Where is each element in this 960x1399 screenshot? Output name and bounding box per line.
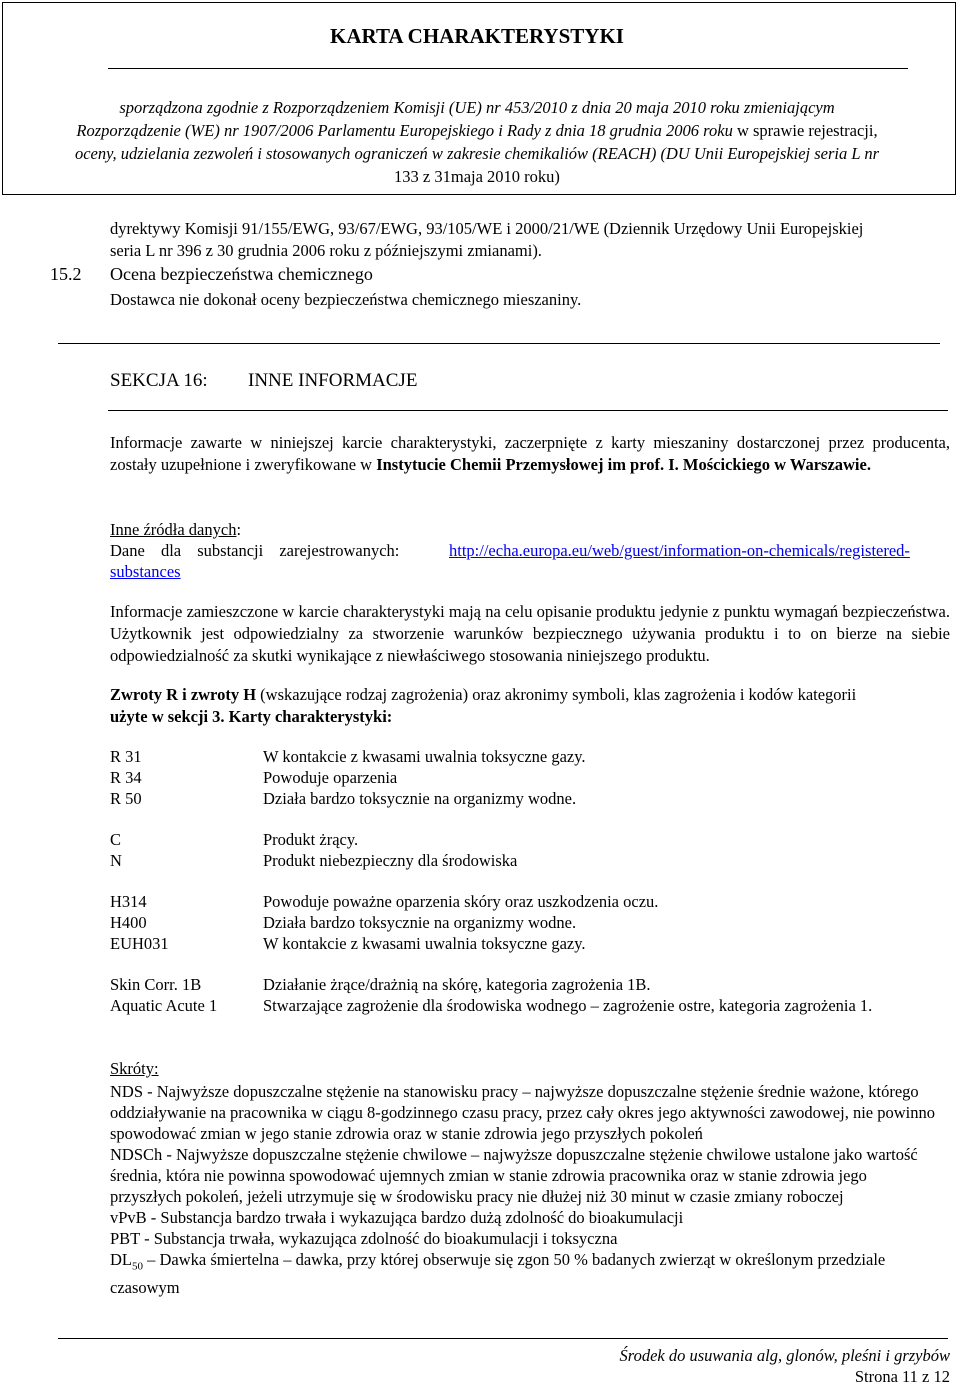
abbreviations-label: Skróty: [110, 1059, 159, 1078]
code-h314-text: Powoduje poważne oparzenia skóry oraz uszkodzenia oczu. [263, 892, 659, 911]
section-15-2-title: Ocena bezpieczeństwa chemicznego [110, 264, 373, 284]
code-r31-text: W kontakcie z kwasami uwalnia toksyczne gazy. [263, 747, 586, 766]
paragraph-disclaimer: Informacje zamieszczone w karcie charakterystyki mają na celu opisanie produktu jedynie z punktu wymagań bezpieczeństwa. Użytkownik jest odpowiedzialny za stworzenie warunków bezpiecznego używania produktu i to on bierze na siebie odpowiedzialność za skutki wynikające z niewłaściwego stosowania niniejszego produktu. [110, 602, 950, 665]
code-r31: R 31 [110, 747, 142, 766]
paragraph-r-h-phrases [110, 684, 950, 728]
abbrev-ndsch: NDSCh - Najwyższe dopuszczalne stężenie chwilowe – najwyższe dopuszczalne stężenie chwilowe ustalone jako wartość średnia, która nie powinna spowodować ujemnych zmian w stanie zdrowia pracownika oraz w stanie zdrowia jego przyszłych pokoleń, jeżeli utrzymuje się w środowisku pracy nie dłużej niż 30 minut w czasie zmiany roboczej [110, 1145, 918, 1206]
p3-bold: Zwroty R i zwroty H [110, 685, 257, 704]
footer-product: Środek do usuwania alg, glonów, pleśni i grzybów [619, 1346, 950, 1365]
subtitle-line-1: sporządzona zgodnie z Rozporządzeniem Komisji (UE) nr 453/2010 z dnia 20 maja 2010 roku zmieniającym [119, 98, 835, 117]
document-title: KARTA CHARAKTERYSTYKI [330, 24, 624, 48]
abbrev-dl: DL [110, 1250, 132, 1269]
subtitle-line-2a: Rozporządzenie (WE) nr 1907/2006 Parlamentu Europejskiego i Rady z dnia 18 grudnia 2006 roku [76, 121, 733, 140]
abbrev-dl-text: – Dawka śmiertelna – dawka, przy której obserwuje się zgon 50 % badanych zwierząt w określonym przedziale czasowym [110, 1250, 886, 1298]
p1-text: Informacje zawarte w niniejszej karcie charakterystyki, zaczerpnięte z karty mieszaniny dostarczonej przez producenta, zostały uzupełnione i zweryfikowane w [110, 433, 950, 474]
section-15-2-text: Dostawca nie dokonał oceny bezpieczeństwa chemicznego mieszaniny. [110, 290, 582, 309]
abbrev-vpvb: vPvB - Substancja bardzo trwała i wykazująca bardzo dużą zdolność do bioakumulacji [110, 1208, 684, 1227]
code-r34: R 34 [110, 768, 142, 787]
abbrev-nds: NDS - Najwyższe dopuszczalne stężenie na stanowisku pracy – najwyższe dopuszczalne stężenie średnie ważone, którego oddziaływanie na pracownika w ciągu 8-godzinnego czasu pracy, przez cały okres jego aktywności zawodowej, nie powinno spowodować zmian w jego stanie zdrowia oraz w stanie zdrowia jego przyszłych pokoleń [110, 1082, 935, 1143]
p1-institute: Instytucie Chemii Przemysłowej im prof. I. Mościckiego w Warszawie [376, 455, 867, 474]
subtitle-line-2b: w sprawie rejestracji, [732, 121, 878, 140]
footer-page-number: Strona 11 z 12 [854, 1367, 950, 1386]
p1-dot: . [866, 455, 871, 474]
abbrev-pbt: PBT - Substancja trwała, wykazująca zdolność do bioakumulacji i toksyczna [110, 1229, 618, 1248]
other-sources [110, 520, 241, 540]
section-16-title: INNE INFORMACJE [248, 370, 418, 391]
directive-line-1: dyrektywy Komisji 91/155/EWG, 93/67/EWG, 93/105/WE i 2000/21/WE (Dziennik Urzędowy Unii Europejskiej [110, 219, 864, 238]
other-sources-label: Inne źródła danych [110, 520, 237, 539]
code-euh031: EUH031 [110, 934, 169, 953]
paragraph-info-source [110, 432, 950, 476]
subtitle-line-4: 133 z 31maja 2010 roku) [394, 167, 560, 186]
abbrev-dl-sub: 50 [132, 1260, 143, 1273]
directive-line-2: seria L nr 396 z 30 grudnia 2006 roku z późniejszymi zmianami). [110, 241, 542, 260]
subtitle-line-2 [40, 119, 914, 142]
echa-link[interactable]: http://echa.europa.eu/web/guest/information-on-chemicals/registered- [449, 541, 910, 560]
code-skin-corr-text: Działanie żrące/drażnią na skórę, kategoria zagrożenia 1B. [263, 975, 651, 994]
p3-bold-2: użyte w sekcji 3. Karty charakterystyki: [110, 707, 393, 726]
registered-substances-label: Dane dla substancji zarejestrowanych: [110, 541, 400, 560]
code-r50-text: Działa bardzo toksycznie na organizmy wodne. [263, 789, 577, 808]
other-sources-colon: : [236, 520, 242, 539]
document-subtitle [40, 96, 914, 188]
p3-text: (wskazujące rodzaj zagrożenia) oraz akronimy symboli, klas zagrożenia i kodów kategorii [256, 685, 857, 704]
echa-link-continued[interactable]: substances [110, 562, 181, 581]
code-skin-corr: Skin Corr. 1B [110, 975, 202, 994]
code-c-text: Produkt żrący. [263, 830, 359, 849]
abbreviations-list [110, 1081, 940, 1298]
abbrev-dl50 [110, 1249, 940, 1298]
code-n-text: Produkt niebezpieczny dla środowiska [263, 851, 518, 870]
code-n: N [110, 851, 122, 870]
subtitle-line-3: oceny, udzielania zezwoleń i stosowanych ograniczeń w zakresie chemikaliów (REACH) (DU Unii Europejskiej seria L nr [74, 144, 880, 163]
footer-rule [58, 1338, 948, 1339]
code-h314: H314 [110, 892, 147, 911]
code-r34-text: Powoduje oparzenia [263, 768, 398, 787]
section-16-label: SEKCJA 16: [110, 370, 208, 391]
code-c: C [110, 830, 122, 849]
code-aquatic-acute-text: Stwarzające zagrożenie dla środowiska wodnego – zagrożenie ostre, kategoria zagrożenia 1. [263, 996, 873, 1015]
code-h400-text: Działa bardzo toksycznie na organizmy wodne. [263, 913, 577, 932]
code-h400: H400 [110, 913, 147, 932]
code-euh031-text: W kontakcie z kwasami uwalnia toksyczne gazy. [263, 934, 586, 953]
code-aquatic-acute: Aquatic Acute 1 [110, 996, 218, 1015]
code-r50: R 50 [110, 789, 142, 808]
rule-bottom [108, 410, 948, 411]
rule-top [58, 343, 940, 344]
section-15-2-number: 15.2 [50, 264, 82, 284]
title-rule [108, 68, 908, 69]
